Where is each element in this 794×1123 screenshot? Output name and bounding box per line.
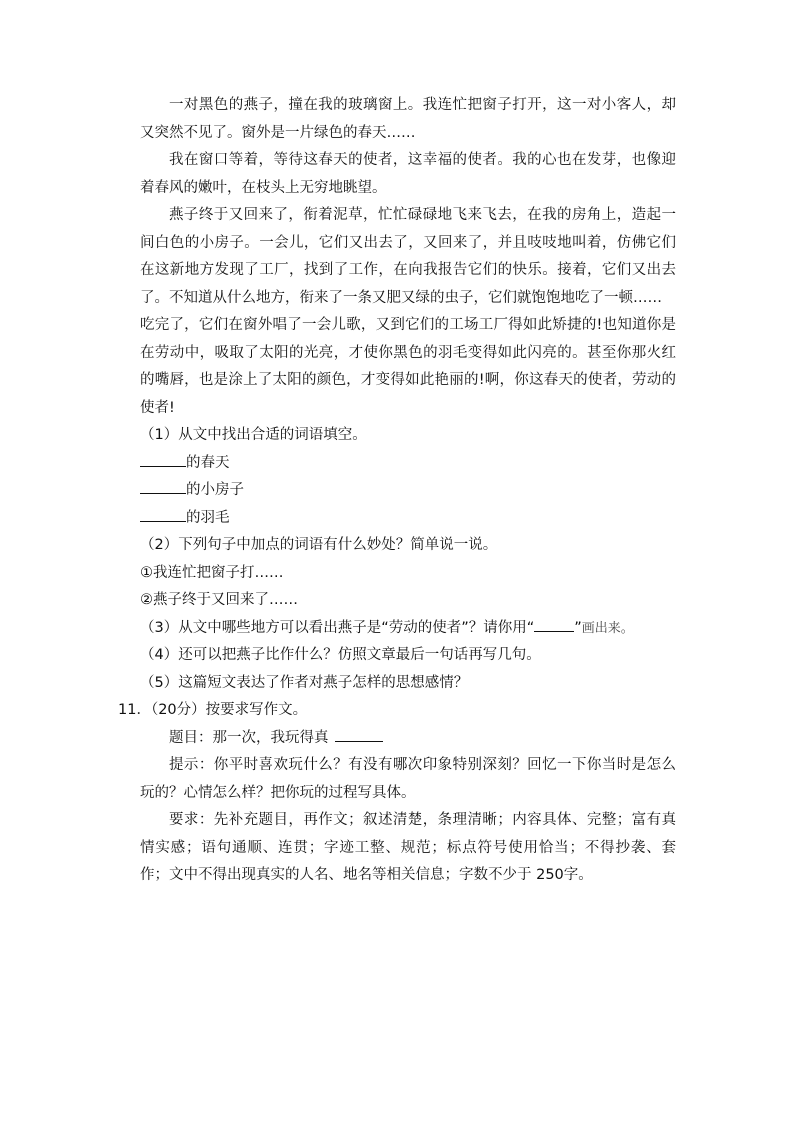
question-3-tail: 画出来。 — [581, 620, 634, 636]
essay-hint: 提示：你平时喜欢玩什么？有没有哪次印象特别深刻？回忆一下你当时是怎么玩的？心情怎么样？把你玩的过程写具体。 — [140, 757, 676, 801]
passage-paragraph-2: 我在窗口等着，等待这春天的使者，这幸福的使者。我的心也在发芽，也像迎着春风的嫩叶，在枝头上无穷地眺望。 — [140, 152, 676, 196]
question-1-item-a-text: 的春天 — [186, 454, 230, 471]
essay-title-text: 题目：那一次，我玩得真 — [169, 729, 329, 746]
passage-paragraph-3: 燕子终于又回来了，衔着泥草，忙忙碌碌地飞来飞去，在我的房角上，造起一间白色的小房子。一会儿，它们又出去了，又回来了，并且吱吱地叫着，仿佛它们在这新地方发现了工厂，找到了工作，在向我报告它们的快乐。接着，它们又出去了。不知道从什么地方，衔来了一条又肥又绿的虫子，它们就饱饱地吃了一顿…… — [140, 207, 676, 306]
question-2-item-b: ②燕子终于又回来了…… — [140, 592, 298, 608]
question-3-text: （3）从文中哪些地方可以看出燕子是“劳动的使者”？请你用“ — [140, 619, 535, 636]
passage-paragraph-1: 一对黑色的燕子，撞在我的玻璃窗上。我连忙把窗子打开，这一对小客人，却又突然不见了。窗外是一片绿色的春天…… — [140, 97, 676, 141]
essay-title-blank[interactable] — [335, 727, 383, 742]
answer-blank[interactable] — [140, 452, 186, 467]
document-body — [118, 92, 676, 890]
question-11-header: 11．（20分）按要求写作文。 — [118, 702, 308, 718]
question-1-item-c-text: 的羽毛 — [186, 509, 230, 526]
essay-title — [140, 725, 676, 753]
essay-requirements: 要求：先补充题目，再作文；叙述清楚，条理清晰；内容具体、完整；富有真情实感；语句通顺、连贯；字迹工整、规范；标点符号使用恰当；不得抄袭、套作；文中不得出现真实的人名、地名等相关信息；字数不少于 250字。 — [140, 812, 676, 883]
question-1-item-b — [140, 477, 676, 505]
passage-paragraph-4: 吃完了，它们在窗外唱了一会儿歌，又到它们的工场工厂得如此矫捷的!也知道你是在劳动中，吸取了太阳的光亮，才使你黑色的羽毛变得如此闪亮的。甚至你那火红的嘴唇，也是涂上了太阳的颜色，才变得如此艳丽的!啊，你这春天的使者，劳动的使者! — [140, 317, 676, 416]
question-1: （1）从文中找出合适的词语填空。 — [140, 427, 367, 443]
question-1-item-b-text: 的小房子 — [186, 482, 244, 498]
question-2-item-a: ①我连忙把窗子打…… — [140, 564, 284, 581]
answer-blank — [534, 617, 574, 632]
question-1-item-c — [140, 505, 676, 533]
question-3 — [140, 615, 676, 643]
answer-blank[interactable] — [140, 479, 186, 494]
question-4: （4）还可以把燕子比作什么？仿照文章最后一句话再写几句。 — [140, 647, 541, 663]
question-5: （5）这篇短文表达了作者对燕子怎样的思想感情？ — [140, 674, 469, 691]
question-3-close-quote: ” — [574, 619, 582, 636]
question-1-item-a — [140, 450, 676, 478]
answer-blank[interactable] — [140, 507, 186, 522]
question-2: （2）下列句子中加点的词语有什么妙处？简单说一说。 — [140, 537, 498, 553]
